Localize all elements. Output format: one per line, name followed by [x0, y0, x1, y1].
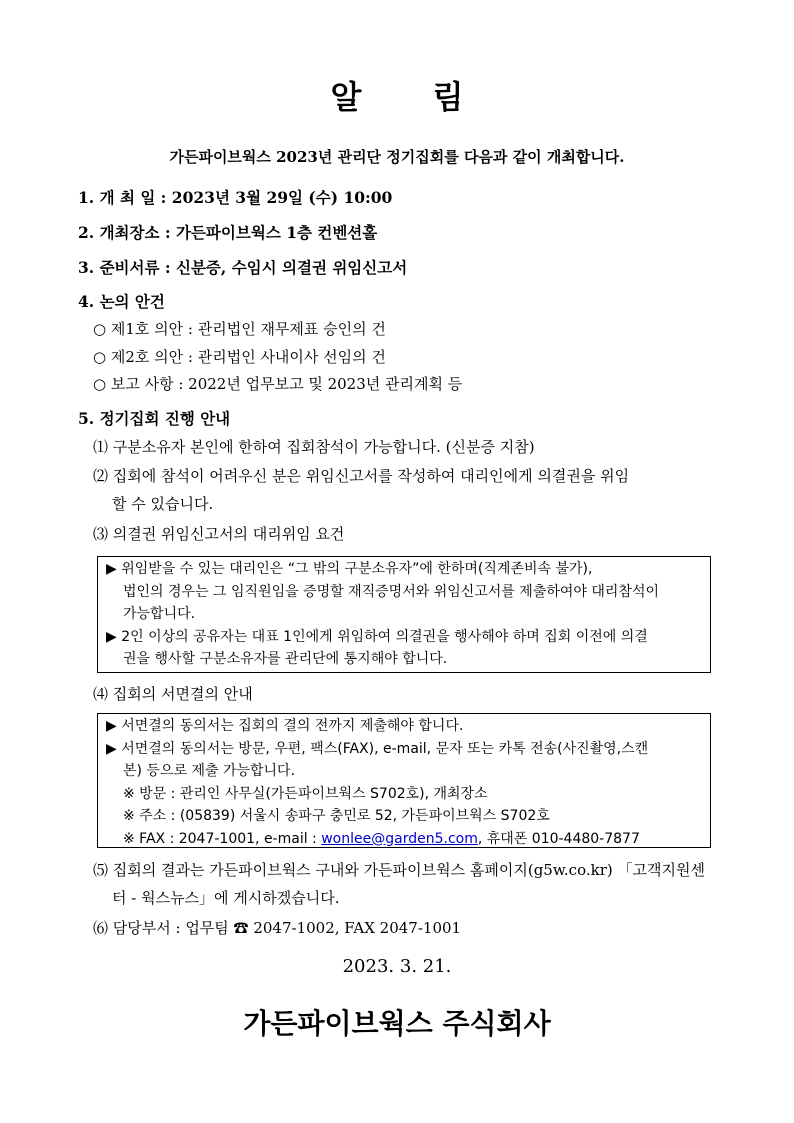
- item-date: 1. 개 최 일 : 2023년 3월 29일 (수) 10:00: [78, 188, 393, 207]
- box1-line: 가능합니다.: [123, 606, 196, 622]
- item-documents: 3. 준비서류 : 신분증, 수임시 의결권 위임신고서: [78, 258, 408, 277]
- intro-text: 가든파이브웍스 2023년 관리단 정기집회를 다음과 같이 개최합니다.: [169, 148, 625, 166]
- item-venue: 2. 개최장소 : 가든파이브웍스 1층 컨벤션홀: [78, 223, 378, 242]
- item-guide-heading: 5. 정기집회 진행 안내: [78, 409, 231, 428]
- document-title: 알 림: [330, 78, 464, 116]
- guide-5b: 터 - 웍스뉴스」에 게시하겠습니다.: [112, 889, 340, 907]
- guide-4: ⑷ 집회의 서면결의 안내: [93, 685, 253, 703]
- box2-contact-line: [106, 828, 710, 851]
- written-resolution-box: [97, 713, 711, 848]
- box1-line: ▶ 위임받을 수 있는 대리인은 “그 밖의 구분소유자”에 한하며(직계존비속 불가),: [106, 561, 593, 577]
- guide-3: ⑶ 의결권 위임신고서의 대리위임 요건: [93, 525, 345, 543]
- guide-1: ⑴ 구분소유자 본인에 한하여 집회참석이 가능합니다. (신분증 지참): [93, 438, 535, 456]
- company-name: 가든파이브웍스 주식회사: [243, 1007, 551, 1040]
- box2-line: ▶ 서면결의 동의서는 집회의 결의 전까지 제출해야 합니다.: [106, 718, 464, 734]
- guide-2b: 할 수 있습니다.: [112, 495, 214, 513]
- box2-line: ▶ 서면결의 동의서는 방문, 우편, 팩스(FAX), e-mail, 문자 또는 카톡 전송(사진촬영,스캔: [106, 740, 649, 757]
- item-agenda-heading: 4. 논의 안건: [78, 292, 165, 311]
- document-date: 2023. 3. 21.: [342, 956, 452, 977]
- email-link[interactable]: wonlee@garden5.com: [321, 830, 478, 847]
- box1-line: ▶ 2인 이상의 공유자는 대표 1인에게 위임하여 의결권을 행사해야 하며 집회 이전에 의결: [106, 628, 648, 645]
- box2-line: ※ 방문 : 관리인 사무실(가든파이브웍스 S702호), 개최장소: [123, 785, 488, 802]
- proxy-requirements-box: [97, 556, 711, 673]
- box2-line: 본) 등으로 제출 가능합니다.: [123, 763, 296, 779]
- box1-line: 법인의 경우는 그 임직원임을 증명할 재직증명서와 위임신고서를 제출하여야 대리참석이: [123, 583, 659, 600]
- agenda-1: ○ 제1호 의안 : 관리법인 재무제표 승인의 건: [93, 320, 386, 338]
- guide-6: ⑹ 담당부서 : 업무팀 ☎ 2047-1002, FAX 2047-1001: [93, 919, 462, 937]
- fax-text: ※ FAX : 2047-1001, e-mail :: [123, 830, 322, 847]
- box2-line: ※ 주소 : (05839) 서울시 송파구 충민로 52, 가든파이브웍스 S702호: [123, 808, 550, 824]
- guide-5a: ⑸ 집회의 결과는 가든파이브웍스 구내와 가든파이브웍스 홈페이지(g5w.co.kr) 「고객지원센: [93, 861, 705, 879]
- phone-text: , 휴대폰 010-4480-7877: [477, 830, 640, 847]
- agenda-3: ○ 보고 사항 : 2022년 업무보고 및 2023년 관리계획 등: [93, 375, 463, 393]
- agenda-2: ○ 제2호 의안 : 관리법인 사내이사 선임의 건: [93, 348, 386, 366]
- box1-line: 권을 행사할 구분소유자를 관리단에 통지해야 합니다.: [123, 651, 448, 667]
- guide-2a: ⑵ 집회에 참석이 어려우신 분은 위임신고서를 작성하여 대리인에게 의결권을 위임: [93, 467, 630, 485]
